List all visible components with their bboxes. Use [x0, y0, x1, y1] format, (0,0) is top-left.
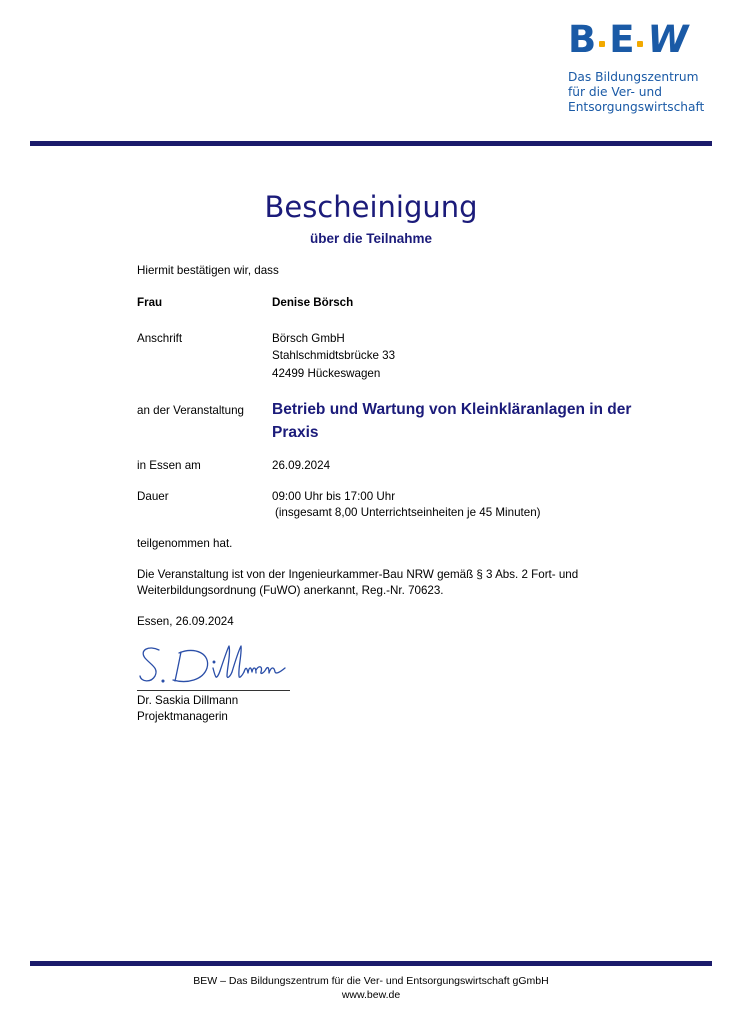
duration-note: (insgesamt 8,00 Unterrichtseinheiten je 45 Minuten): [275, 506, 541, 519]
intro-text: Hiermit bestätigen wir, dass: [137, 264, 279, 277]
signature-line: [137, 690, 290, 691]
logo-tagline-line: Das Bildungszentrum: [568, 70, 699, 84]
signer-role: Projektmanagerin: [137, 710, 228, 723]
signer-name: Dr. Saskia Dillmann: [137, 694, 239, 707]
header-rule: [30, 141, 712, 146]
duration-time: 09:00 Uhr bis 17:00 Uhr: [272, 490, 396, 503]
document-title: Bescheinigung: [264, 190, 478, 224]
place-label: in Essen am: [137, 459, 201, 472]
logo-wordmark: [568, 18, 718, 61]
handwritten-signature: [135, 640, 295, 690]
footer-company: BEW – Das Bildungszentrum für die Ver- und Entsorgungswirtschaft gGmbH: [193, 975, 549, 987]
logo-dot: [599, 41, 605, 47]
place-date: Essen, 26.09.2024: [137, 615, 234, 628]
address-line-city: 42499 Hückeswagen: [272, 367, 381, 380]
footer-rule: [30, 961, 712, 966]
document-subtitle: über die Teilnahme: [309, 231, 433, 246]
logo-dot: [637, 41, 643, 47]
recognition-line: Die Veranstaltung ist von der Ingenieurkammer-Bau NRW gemäß § 3 Abs. 2 Fort- und: [137, 568, 579, 581]
recognition-line: Weiterbildungsordnung (FuWO) anerkannt, Reg.-Nr. 70623.: [137, 584, 444, 597]
logo-letter-e: E: [609, 18, 634, 61]
logo-letter-w: W: [647, 18, 686, 61]
logo-tagline-line: für die Ver- und: [568, 85, 662, 99]
logo-letter-b: B: [568, 18, 596, 61]
salutation-label: Frau: [137, 296, 163, 309]
bew-logo: [568, 18, 718, 115]
address-line-street: Stahlschmidtsbrücke 33: [272, 349, 396, 362]
footer-website[interactable]: www.bew.de: [341, 989, 401, 1001]
address-line-company: Börsch GmbH: [272, 332, 345, 345]
event-title: Betrieb und Wartung von Kleinkläranlagen in der Praxis: [272, 401, 632, 441]
event-date: 26.09.2024: [272, 459, 331, 472]
address-label: Anschrift: [137, 332, 183, 345]
event-label: an der Veranstaltung: [137, 404, 244, 417]
participant-name: Denise Börsch: [272, 296, 354, 309]
logo-tagline-line: Entsorgungswirtschaft: [568, 100, 705, 114]
participated-text: teilgenommen hat.: [137, 537, 233, 550]
duration-label: Dauer: [137, 490, 169, 503]
